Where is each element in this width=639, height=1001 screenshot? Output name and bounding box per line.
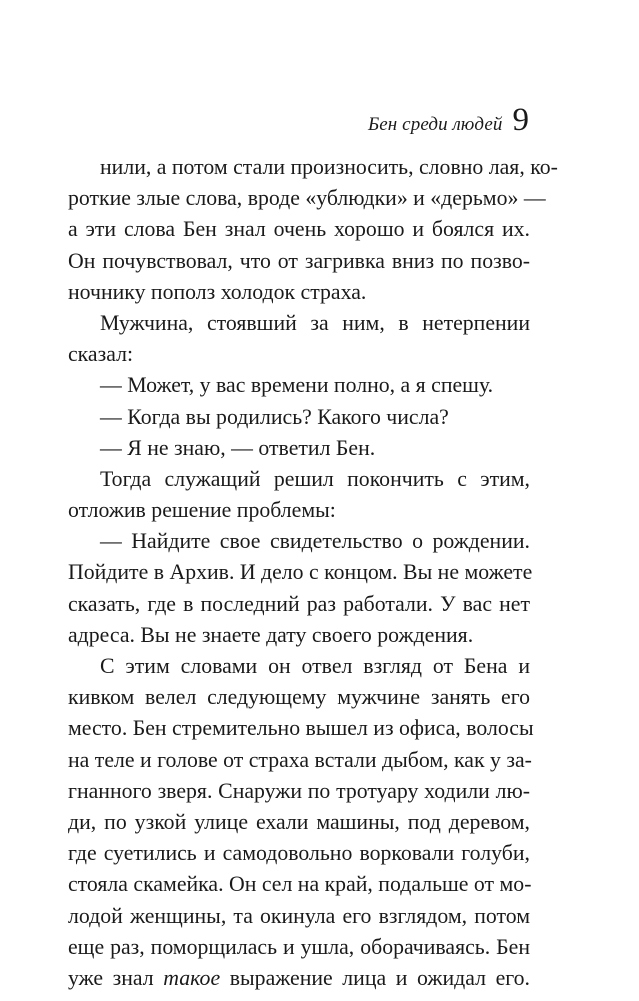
text-line: Тогда служащий решил покончить с этим, xyxy=(100,466,530,491)
emphasis-word: такое xyxy=(163,965,221,990)
page-number: 9 xyxy=(512,102,529,138)
running-head xyxy=(368,104,529,144)
text-line: Он почувствовал, что от загривка вниз по позво- xyxy=(68,248,530,273)
text-line: нили, а потом стали произносить, словно лая, ко- xyxy=(100,155,558,179)
text-line: Мужчина, стоявший за ним, в нетерпении xyxy=(100,310,530,335)
text-line: отложив решение проблемы: xyxy=(68,498,336,523)
text-line: а эти слова Бен знал очень хорошо и боялся их. xyxy=(68,217,530,242)
body-text xyxy=(68,152,558,994)
text-line: кивком велел следующему мужчине занять его xyxy=(68,685,530,710)
text-line: С этим словами он отвел взгляд от Бена и xyxy=(100,654,530,678)
text-line: ди, по узкой улице ехали машины, под деревом, xyxy=(68,809,530,834)
text-line: гнанного зверя. Снаружи по тротуару ходили лю- xyxy=(68,778,530,803)
text-line: адреса. Вы не знаете дату своего рождения. xyxy=(68,622,474,647)
text-line: Пойдите в Архив. И дело с концом. Вы не можете xyxy=(68,560,533,585)
text-line: роткие злые слова, вроде «ублюдки» и «дерьмо» — xyxy=(68,186,546,211)
text-line-last xyxy=(68,963,530,994)
text-line: ночнику пополз холодок страха. xyxy=(68,279,367,304)
text-line: — Когда вы родились? Какого числа? xyxy=(100,404,449,429)
text-line: сказал: xyxy=(68,342,134,367)
text-line: на теле и голове от страха встали дыбом, как у за- xyxy=(68,747,532,772)
running-title: Бен среди людей xyxy=(367,114,503,135)
text-line: стояла скамейка. Он сел на край, подальше от мо- xyxy=(68,872,532,897)
text-line: место. Бен стремительно вышел из офиса, волосы xyxy=(68,716,534,741)
text-line: — Найдите свое свидетельство о рождении. xyxy=(100,529,530,554)
text-segment: выражение лица и ожидал его. xyxy=(220,965,530,990)
text-line: — Может, у вас времени полно, а я спешу. xyxy=(100,373,494,398)
text-line: где суетились и самодовольно ворковали голуби, xyxy=(68,841,530,866)
text-line: лодой женщины, та окинула его взглядом, потом xyxy=(68,903,530,928)
text-line: еще раз, поморщилась и ушла, оборачиваясь. Бен xyxy=(68,934,530,959)
text-line: сказать, где в последний раз работали. У вас нет xyxy=(68,591,530,616)
text-segment: уже знал xyxy=(68,965,164,990)
text-line: — Я не знаю, — ответил Бен. xyxy=(100,435,376,460)
